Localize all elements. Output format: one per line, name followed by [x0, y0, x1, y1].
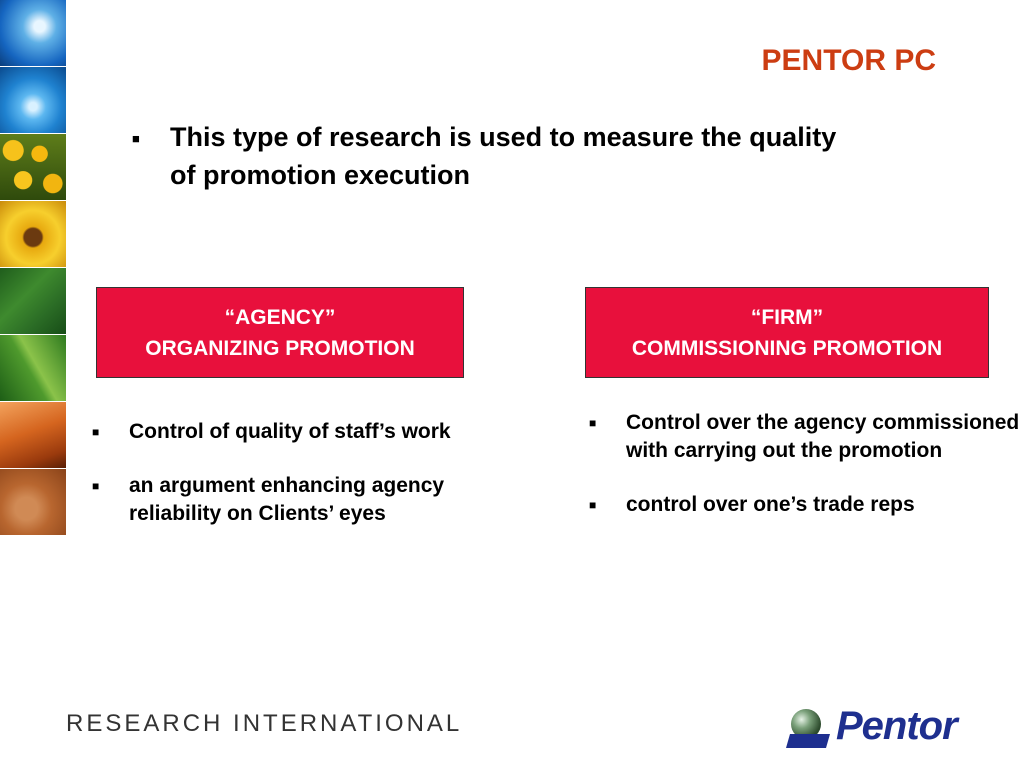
square-bullet-icon: ■	[92, 479, 100, 493]
forest-image	[0, 268, 66, 334]
sunflower-field-image	[0, 134, 66, 200]
water-drop-image	[0, 67, 66, 133]
desert-dunes-image	[0, 402, 66, 468]
globe-icon	[786, 704, 836, 750]
agency-list	[92, 418, 482, 554]
footprint-sand-image	[0, 469, 66, 535]
main-bullet	[132, 118, 852, 194]
square-bullet-icon: ■	[589, 498, 597, 512]
list-item-text: Control of quality of staff’s work	[129, 420, 451, 443]
list-item	[589, 409, 1024, 465]
decorative-image-strip	[0, 0, 66, 540]
list-item-text: an argument enhancing agency reliability on Clients’ eyes	[129, 474, 445, 525]
slide-title: PENTOR PC	[761, 44, 936, 77]
agency-box-line1: “AGENCY”	[224, 306, 336, 329]
research-international-logo: RESEARCH INTERNATIONAL	[66, 710, 463, 737]
firm-list	[589, 409, 1024, 545]
agency-box	[96, 287, 464, 378]
main-bullet-text: This type of research is used to measure the quality of promotion execution	[170, 122, 837, 190]
list-item-text: control over one’s trade reps	[626, 493, 915, 516]
square-bullet-icon: ■	[132, 131, 140, 146]
pentor-logo	[786, 704, 1002, 750]
sunflower-closeup-image	[0, 201, 66, 267]
list-item	[92, 472, 482, 528]
square-bullet-icon: ■	[589, 416, 597, 430]
square-bullet-icon: ■	[92, 425, 100, 439]
pentor-logo-text: Pentor	[836, 704, 957, 748]
agency-box-line2: ORGANIZING PROMOTION	[145, 337, 415, 360]
list-item	[589, 491, 1024, 519]
firm-box-line1: “FIRM”	[750, 306, 824, 329]
wave-image	[0, 0, 66, 66]
list-item-text: Control over the agency commissioned with carrying out the promotion	[626, 411, 1020, 462]
leaf-image	[0, 335, 66, 401]
list-item	[92, 418, 482, 446]
firm-box	[585, 287, 989, 378]
firm-box-line2: COMMISSIONING PROMOTION	[631, 337, 943, 360]
